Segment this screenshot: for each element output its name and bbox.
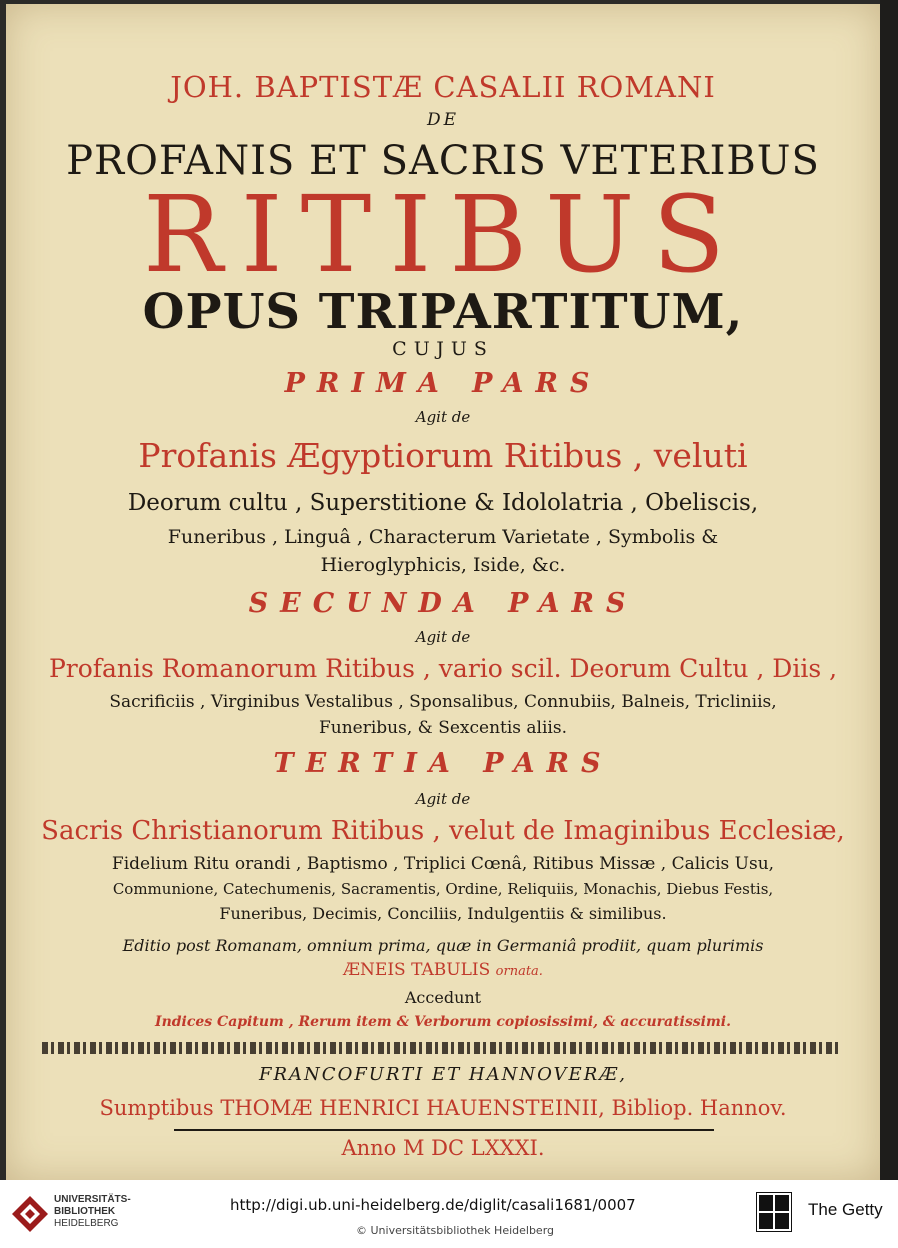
ub-line2: BIBLIOTHEK bbox=[54, 1206, 116, 1217]
author-line: JOH. BAPTISTÆ CASALII ROMANI bbox=[170, 70, 716, 104]
cujus-line: CUJUS bbox=[392, 338, 494, 360]
accedunt-line: Accedunt bbox=[404, 988, 482, 1007]
part2-line2: Sacrificiis , Virginibus Vestalibus , Sponsalibus, Connubiis, Balneis, Tricliniis, bbox=[109, 692, 777, 712]
ub-line3: HEIDELBERG bbox=[54, 1218, 119, 1229]
part3-line3: Communione, Catechumenis, Sacramentis, Ordine, Reliquiis, Monachis, Diebus Festis, bbox=[112, 880, 774, 898]
part3-line2: Fidelium Ritu orandi , Baptismo , Triplici Cœnâ, Ritibus Missæ , Calicis Usu, bbox=[111, 854, 775, 874]
part1-line1: Profanis Ægyptiorum Ritibus , veluti bbox=[138, 436, 748, 475]
agit-de-1: Agit de bbox=[415, 408, 471, 426]
title-line-profanis: PROFANIS ET SACRIS VETERIBUS bbox=[66, 138, 820, 184]
copyright-notice: © Universitätsbibliothek Heidelberg bbox=[356, 1224, 555, 1237]
agit-de-3: Agit de bbox=[415, 790, 471, 808]
imprint-city: FRANCOFURTI ET HANNOVERÆ, bbox=[259, 1064, 627, 1085]
getty-name: The Getty bbox=[808, 1200, 883, 1219]
part3-line1: Sacris Christianorum Ritibus , velut de Imaginibus Ecclesiæ, bbox=[41, 816, 845, 846]
de-line: DE bbox=[426, 110, 460, 130]
viewer-footer bbox=[0, 1180, 898, 1248]
tertia-pars-heading: TERTIA PARS bbox=[273, 748, 613, 779]
ornata: ornata. bbox=[495, 964, 543, 979]
aeneis-tabulis: ÆNEIS TABULIS bbox=[343, 960, 491, 980]
title-opus: OPUS TRIPARTITUM, bbox=[142, 284, 744, 340]
imprint-publisher: Sumptibus THOMÆ HENRICI HAUENSTEINII, Bibliop. Hannov. bbox=[99, 1096, 787, 1120]
edition-line2 bbox=[6, 960, 880, 980]
permalink-url[interactable]: http://digi.ub.uni-heidelberg.de/diglit/casali1681/0007 bbox=[230, 1196, 636, 1214]
university-library-name bbox=[54, 1194, 131, 1230]
book-spine-edge bbox=[880, 0, 898, 1180]
part1-line3: Funeribus , Linguâ , Characterum Varietate , Symbolis & bbox=[167, 526, 719, 548]
ub-line1: UNIVERSITÄTS- bbox=[54, 1194, 131, 1205]
title-ritibus: RITIBUS bbox=[142, 173, 744, 296]
part2-line3: Funeribus, & Sexcentis aliis. bbox=[318, 718, 567, 738]
indices-line: Indices Capitum , Rerum item & Verborum copiosissimi, & accuratissimi. bbox=[155, 1014, 731, 1030]
imprint-year: Anno M DC LXXXI. bbox=[341, 1136, 545, 1160]
title-page bbox=[6, 4, 880, 1180]
part3-line4: Funeribus, Decimis, Conciliis, Indulgentiis & similibus. bbox=[219, 904, 667, 923]
edition-line1: Editio post Romanam, omnium prima, quæ in Germaniâ prodiit, quam plurimis bbox=[122, 936, 764, 955]
imprint-rule bbox=[174, 1129, 714, 1131]
prima-pars-heading: PRIMA PARS bbox=[284, 368, 602, 399]
part2-line1: Profanis Romanorum Ritibus , vario scil. Deorum Cultu , Diis , bbox=[48, 654, 838, 683]
agit-de-2: Agit de bbox=[415, 628, 471, 646]
ornamental-rule bbox=[42, 1042, 842, 1054]
part1-line2: Deorum cultu , Superstitione & Idololatria , Obeliscis, bbox=[127, 490, 759, 516]
secunda-pars-heading: SECUNDA PARS bbox=[248, 588, 638, 619]
part1-line4: Hieroglyphicis, Iside, &c. bbox=[320, 554, 566, 576]
getty-logo-icon bbox=[756, 1192, 792, 1232]
university-library-logo-icon bbox=[10, 1194, 50, 1234]
